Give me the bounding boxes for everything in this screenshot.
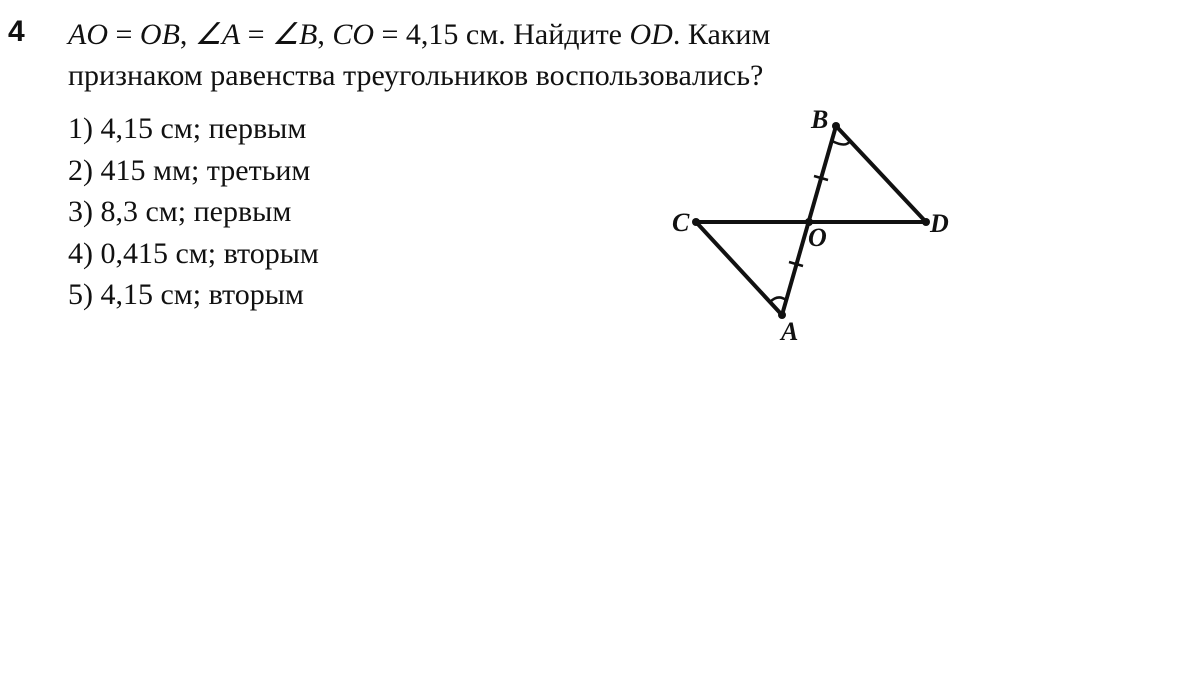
- segment-od: OD: [629, 18, 673, 51]
- angle-arc-a: [770, 297, 786, 302]
- equals-sign: =: [240, 18, 273, 51]
- segment-bd: [836, 126, 926, 222]
- problem-statement: [68, 14, 968, 96]
- point-c: [692, 218, 700, 226]
- statement-line-1: [68, 14, 968, 55]
- geometry-figure: [660, 100, 990, 350]
- segment-ao: AO: [68, 18, 108, 51]
- equals-sign: =: [108, 18, 140, 51]
- label-o: O: [808, 223, 827, 252]
- comma: ,: [179, 18, 195, 51]
- answer-options: [68, 108, 319, 316]
- segment-ca: [696, 222, 782, 315]
- answer-option-4[interactable]: 4) 0,415 см; вторым: [68, 236, 319, 270]
- point-b: [832, 122, 840, 130]
- segment-ob: OB: [139, 18, 180, 51]
- co-value-text: = 4,15 см. Найдите: [374, 18, 630, 51]
- angle-arc-b: [832, 141, 850, 145]
- segment-co: CO: [332, 18, 374, 51]
- angle-b: ∠B: [272, 18, 318, 51]
- label-c: C: [672, 208, 690, 237]
- point-d: [922, 218, 930, 226]
- label-b: B: [811, 105, 829, 134]
- answer-option-3[interactable]: 3) 8,3 см; первым: [68, 195, 292, 228]
- label-d: D: [930, 209, 949, 238]
- answer-option-2[interactable]: 2) 415 мм; третьим: [68, 153, 311, 187]
- problem-number: 4: [8, 15, 25, 48]
- answer-option-5[interactable]: 5) 4,15 см; вторым: [68, 278, 304, 311]
- angle-a: ∠A: [194, 18, 241, 51]
- question-tail: . Каким: [672, 18, 771, 51]
- comma: ,: [317, 18, 333, 51]
- statement-line-2: признаком равенства треугольников воспользовались?: [68, 59, 764, 92]
- label-a: A: [781, 317, 799, 346]
- answer-option-1[interactable]: 1) 4,15 см; первым: [68, 112, 307, 145]
